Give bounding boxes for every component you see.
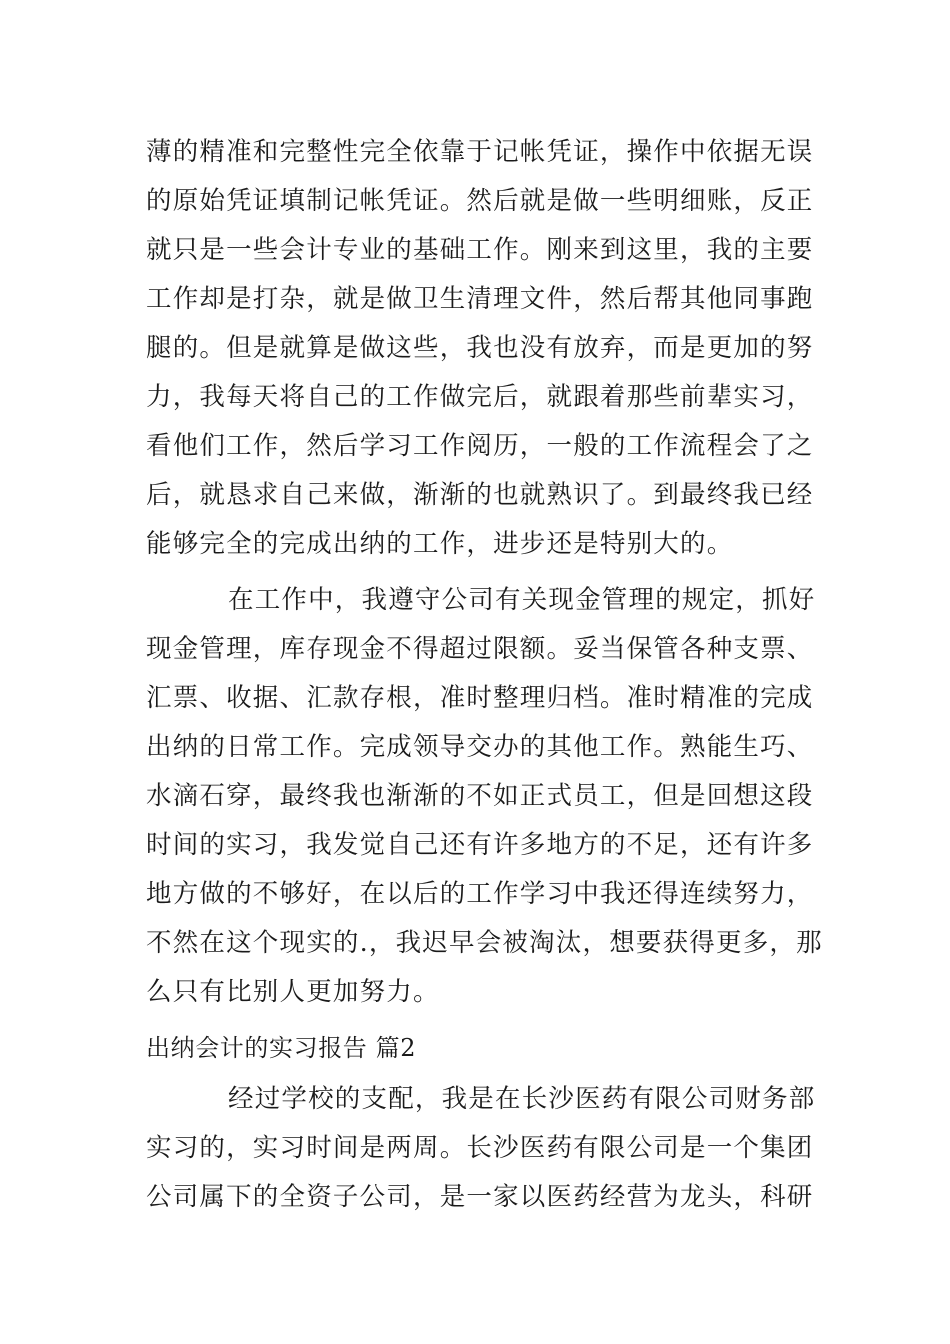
paragraph-line: 公司属下的全资子公司，是一家以医药经营为龙头，科研 (146, 1182, 814, 1212)
paragraph-line: 么只有比别人更加努力。 (146, 977, 440, 1007)
paragraph-line: 看他们工作，然后学习工作阅历，一般的工作流程会了之 (146, 431, 814, 461)
paragraph-line: 不然在这个现实的.，我迟早会被淘汰，想要获得更多，那 (146, 928, 823, 958)
section-heading: 出纳会计的实习报告 篇2 (146, 1034, 417, 1062)
paragraph-line: 工作却是打杂，就是做卫生清理文件，然后帮其他同事跑 (146, 284, 814, 314)
paragraph-1 (146, 128, 814, 569)
paragraph-line: 后，就恳求自己来做，渐渐的也就熟识了。到最终我已经 (146, 480, 814, 510)
paragraph-first-line: 在工作中，我遵守公司有关现金管理的规定，抓好 (228, 585, 816, 615)
paragraph-line: 现金管理，库存现金不得超过限额。妥当保管各种支票、 (146, 634, 814, 664)
paragraph-line: 地方做的不够好，在以后的工作学习中我还得连续努力， (146, 879, 814, 909)
paragraph-line: 水滴石穿，最终我也渐渐的不如正式员工，但是回想这段 (146, 781, 814, 811)
paragraph-line: 时间的实习，我发觉自己还有许多地方的不足，还有许多 (146, 830, 814, 860)
paragraph-line: 腿的。但是就算是做这些，我也没有放弃，而是更加的努 (146, 333, 814, 363)
section-heading-block (146, 1025, 806, 1071)
paragraph-line: 的原始凭证填制记帐凭证。然后就是做一些明细账，反正 (146, 186, 814, 216)
paragraph-3 (146, 1075, 816, 1222)
paragraph-line: 就只是一些会计专业的基础工作。刚来到这里，我的主要 (146, 235, 814, 265)
paragraph-line: 出纳的日常工作。完成领导交办的其他工作。熟能生巧、 (146, 732, 814, 762)
paragraph-line: 力，我每天将自己的工作做完后，就跟着那些前辈实习， (146, 382, 814, 412)
paragraph-first-line: 经过学校的支配，我是在长沙医药有限公司财务部 (228, 1084, 816, 1114)
paragraph-line: 薄的精准和完整性完全依靠于记帐凭证，操作中依据无误 (146, 137, 814, 167)
paragraph-line: 能够完全的完成出纳的工作，进步还是特别大的。 (146, 529, 734, 559)
paragraph-2 (146, 576, 823, 1017)
paragraph-line: 汇票、收据、汇款存根，准时整理归档。准时精准的完成 (146, 683, 814, 713)
paragraph-line: 实习的，实习时间是两周。长沙医药有限公司是一个集团 (146, 1133, 814, 1163)
